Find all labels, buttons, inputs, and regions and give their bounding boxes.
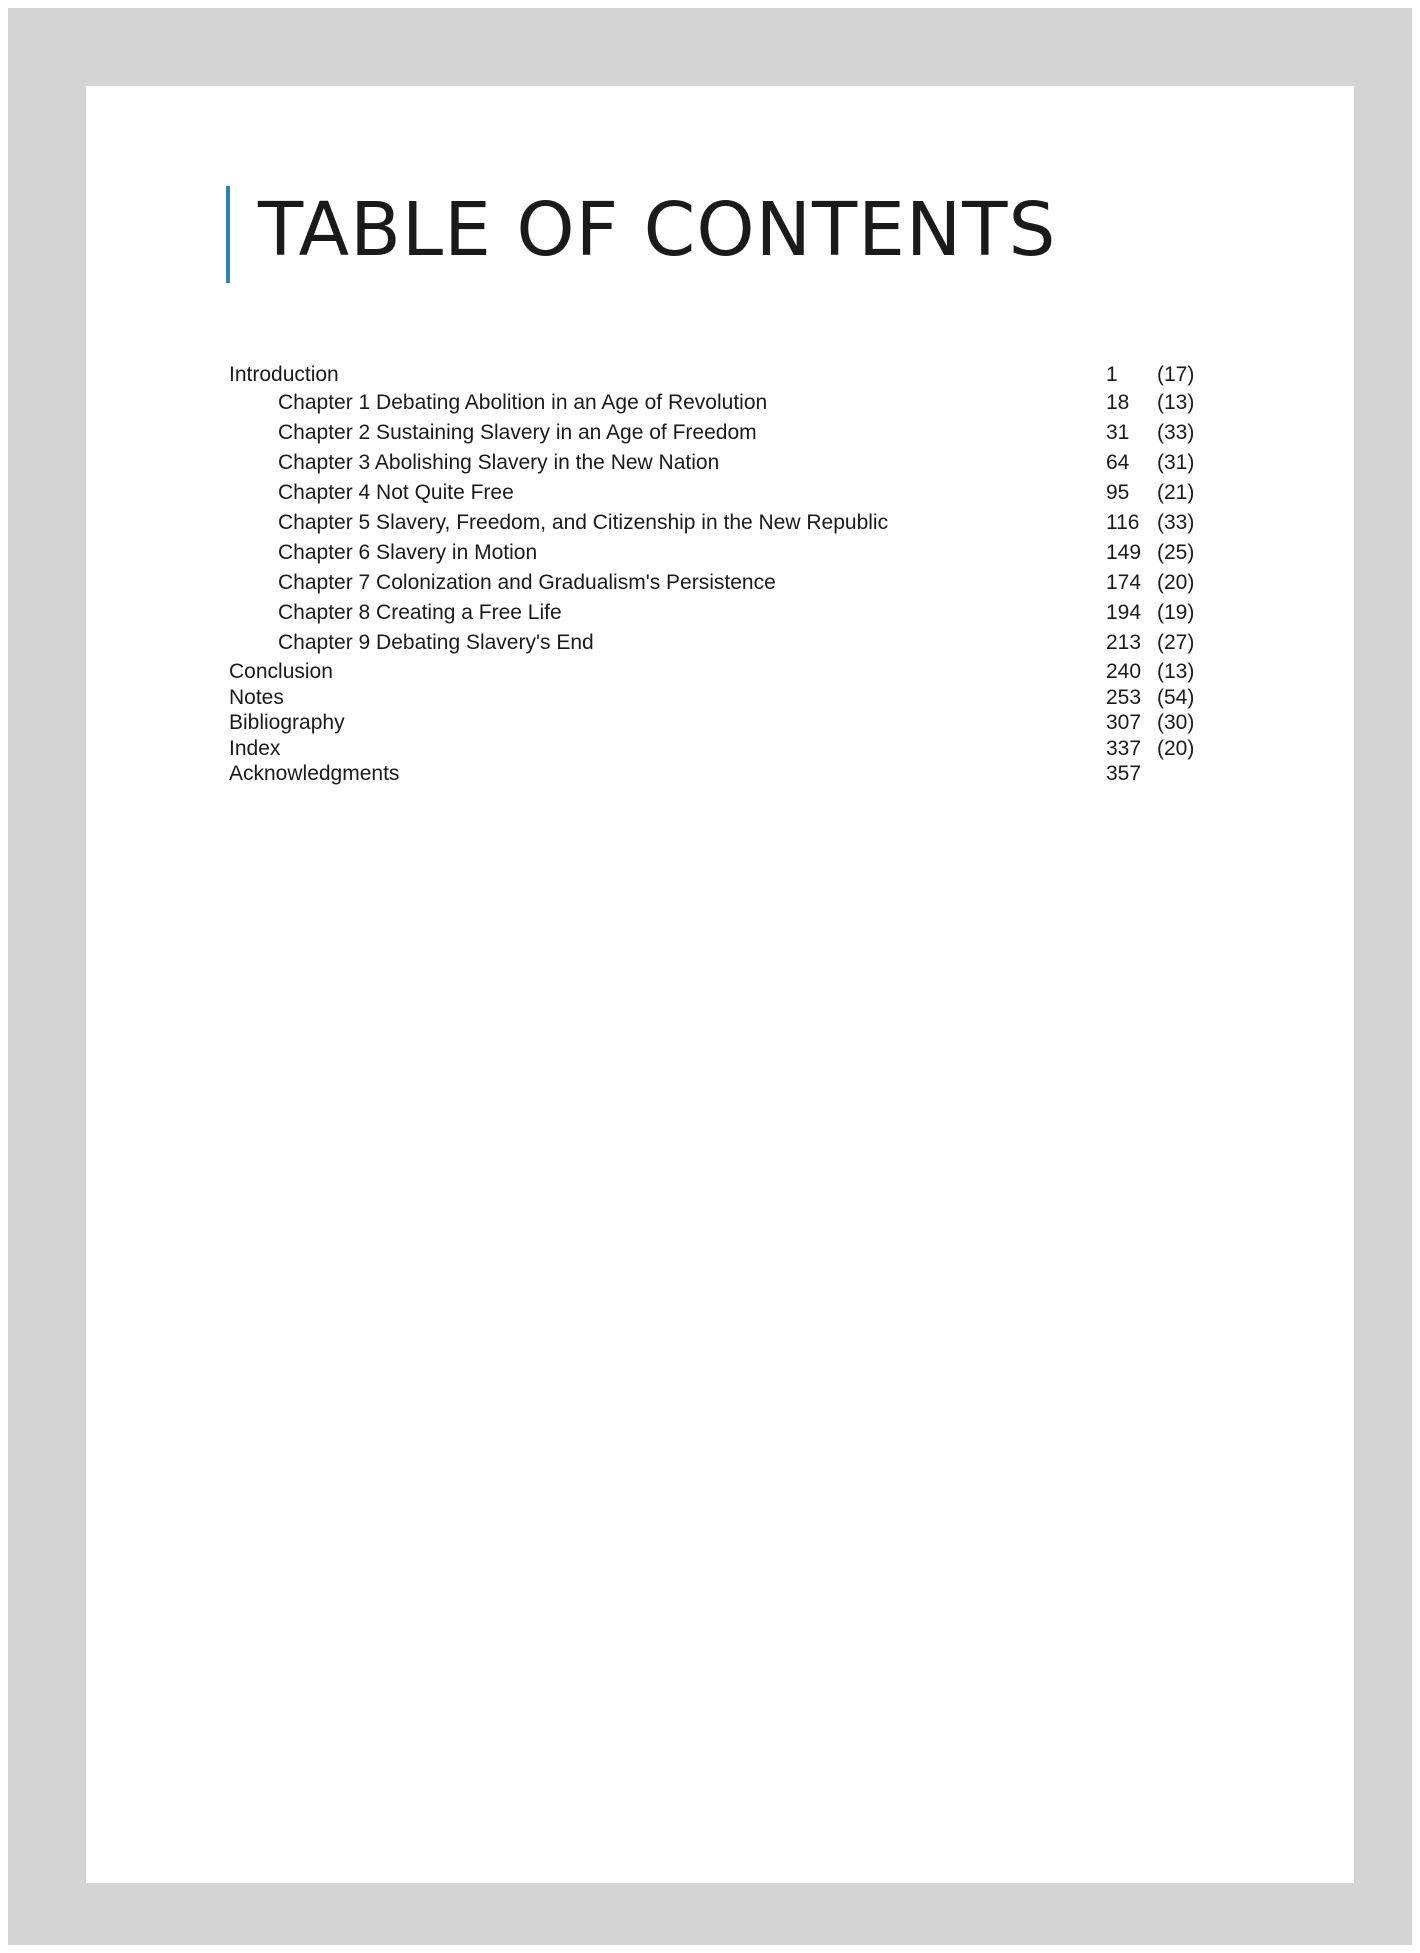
toc-entry-page: 64	[1106, 451, 1130, 474]
toc-entry-page: 357	[1106, 762, 1142, 785]
toc-entry	[86, 360, 1354, 390]
toc-entry-page-count: (19)	[1157, 601, 1195, 624]
toc-entry-page: 95	[1106, 481, 1130, 504]
toc-entry-label: Conclusion	[229, 660, 333, 683]
toc-entry-page-count: (17)	[1157, 363, 1195, 386]
toc-entry-label: Chapter 6 Slavery in Motion	[278, 541, 538, 564]
page-title: TABLE OF CONTENTS	[258, 187, 1057, 273]
toc-entry-page-count: (13)	[1157, 660, 1195, 683]
toc-entry-page: 240	[1106, 660, 1142, 683]
toc-entry	[86, 538, 1354, 568]
toc-entry-page-count: (25)	[1157, 541, 1195, 564]
toc-entry-page-count: (33)	[1157, 511, 1195, 534]
toc-entry	[86, 628, 1354, 658]
toc-entry-label: Chapter 9 Debating Slavery's End	[278, 631, 594, 654]
toc-entry	[86, 418, 1354, 448]
toc-entry-label: Index	[229, 737, 281, 760]
toc-entry-page: 149	[1106, 541, 1142, 564]
toc-entry-label: Chapter 5 Slavery, Freedom, and Citizenship in the New Republic	[278, 511, 889, 534]
toc-entry-page: 194	[1106, 601, 1142, 624]
table-of-contents	[86, 86, 1354, 1883]
toc-entry	[86, 388, 1354, 418]
toc-entry-label: Chapter 1 Debating Abolition in an Age of Revolution	[278, 391, 768, 414]
toc-entry-page-count: (20)	[1157, 571, 1195, 594]
toc-entry-page: 1	[1106, 363, 1118, 386]
toc-entry-page-count: (20)	[1157, 737, 1195, 760]
toc-entry-page: 253	[1106, 686, 1142, 709]
toc-entry	[86, 759, 1354, 789]
toc-entry-label: Chapter 2 Sustaining Slavery in an Age of Freedom	[278, 421, 757, 444]
toc-entry-page-count: (30)	[1157, 711, 1195, 734]
toc-entry-label: Acknowledgments	[229, 762, 400, 785]
toc-entry-page: 337	[1106, 737, 1142, 760]
toc-entry-page-count: (33)	[1157, 421, 1195, 444]
toc-entry-page: 31	[1106, 421, 1130, 444]
toc-entry-page: 213	[1106, 631, 1142, 654]
toc-entry-label: Chapter 4 Not Quite Free	[278, 481, 514, 504]
toc-entry-label: Notes	[229, 686, 284, 709]
toc-entry-page-count: (13)	[1157, 391, 1195, 414]
toc-entry-label: Bibliography	[229, 711, 345, 734]
toc-entry-page: 174	[1106, 571, 1142, 594]
toc-entry-page: 18	[1106, 391, 1130, 414]
toc-entry	[86, 478, 1354, 508]
toc-entry-page-count: (31)	[1157, 451, 1195, 474]
toc-entry-page-count: (54)	[1157, 686, 1195, 709]
toc-entry	[86, 508, 1354, 538]
toc-entry-page-count: (21)	[1157, 481, 1195, 504]
toc-entry-label: Chapter 8 Creating a Free Life	[278, 601, 562, 624]
toc-entry	[86, 598, 1354, 628]
page-frame	[8, 8, 1412, 1945]
toc-entry-label: Chapter 7 Colonization and Gradualism's Persistence	[278, 571, 776, 594]
toc-entry-label: Chapter 3 Abolishing Slavery in the New Nation	[278, 451, 720, 474]
document-page	[86, 86, 1354, 1883]
toc-entry	[86, 448, 1354, 478]
toc-entry-label: Introduction	[229, 363, 339, 386]
toc-entry	[86, 568, 1354, 598]
toc-entry-page: 116	[1106, 511, 1140, 534]
toc-entry-page: 307	[1106, 711, 1142, 734]
toc-entry-page-count: (27)	[1157, 631, 1195, 654]
